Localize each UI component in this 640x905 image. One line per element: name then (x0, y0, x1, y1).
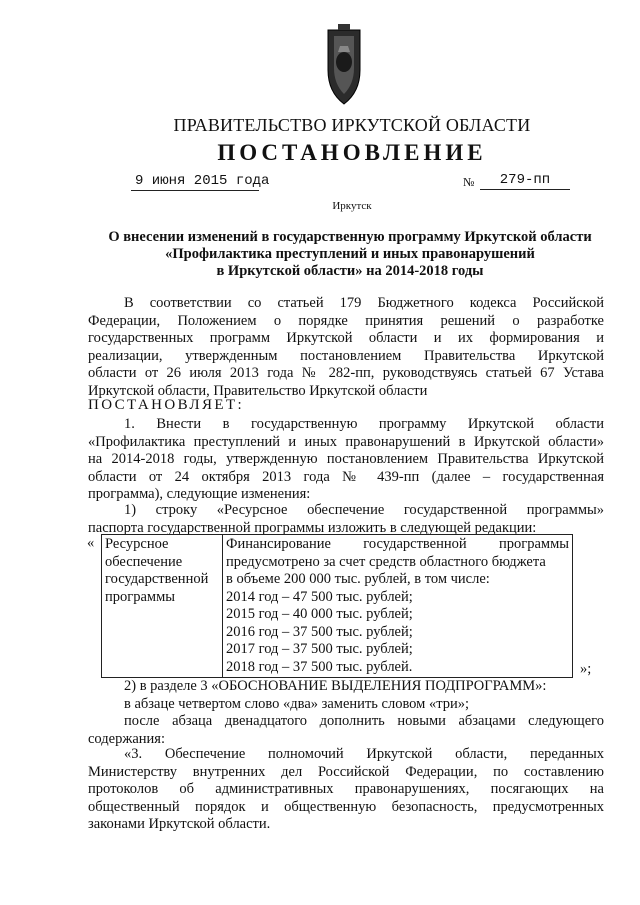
text-line: паспорта государственной программы изложить в следующей редакции: (88, 519, 537, 536)
coat-of-arms-emblem (318, 22, 370, 108)
cell-line: 2015 год – 40 000 тыс. рублей; (226, 606, 413, 622)
cell-line: программы (105, 588, 175, 605)
text-line: области от 26 июля 2013 года № 282-пп, руководствуясь статьей 67 Устава (88, 365, 604, 381)
number-underline (480, 189, 570, 190)
text-line: государственных программ Иркутской области и их формирования и (88, 330, 604, 346)
text-line: законами Иркутской области. (88, 816, 271, 832)
table-cell-content (223, 535, 573, 678)
text-line: на 2014-2018 годы, утвержденную постановлением Правительства Иркутской (88, 451, 604, 467)
subject-line: в Иркутской области» на 2014-2018 годы (216, 263, 484, 279)
text-line: Иркутской области, Правительство Иркутской области (88, 382, 428, 399)
text-line: 1. Внести в государственную программу Иркутской области (124, 416, 604, 432)
table-quote-close: »; (580, 661, 592, 677)
text-line: в абзаце четвертом слово «два» заменить словом «три»; (124, 695, 470, 712)
item-1-2-paragraph (88, 678, 604, 748)
text-line: Министерству внутренних дел Российской Федерации, по составлению (88, 763, 604, 780)
cell-line: Ресурсное (105, 536, 169, 552)
text-line: Федерации, Положением о порядке принятия решений о разработке (88, 312, 604, 329)
resolves-heading: ПОСТАНОВЛЯЕТ: (88, 397, 245, 413)
resource-table (101, 534, 573, 678)
text-line: содержания: (88, 730, 166, 747)
item-1-3-paragraph (88, 746, 604, 834)
text-line: протоколов об административных правонарушениях, посягающих на (88, 781, 604, 797)
cell-line: в объеме 200 000 тыс. рублей, в том числе: (226, 571, 490, 587)
number-sign: № (463, 175, 475, 189)
cell-line: государственной (105, 571, 209, 587)
decree-date: 9 июня 2015 года (135, 173, 270, 189)
text-line: «3. Обеспечение полномочий Иркутской области, переданных (124, 746, 604, 762)
cell-line: Финансирование государственной программы (226, 536, 569, 552)
text-line: В соответствии со статьей 179 Бюджетного кодекса Российской (124, 295, 604, 311)
date-underline (131, 190, 259, 191)
city-name: Иркутск (332, 200, 372, 212)
decree-number: 279-пп (499, 172, 551, 188)
text-line: 1) строку «Ресурсное обеспечение государственной программы» (124, 502, 604, 518)
cell-line: 2014 год – 47 500 тыс. рублей; (226, 588, 413, 605)
cell-line: 2018 год – 37 500 тыс. рублей. (226, 658, 413, 675)
document-type-heading: ПОСТАНОВЛЕНИЕ (217, 140, 487, 165)
text-line: программа), следующие изменения: (88, 486, 311, 502)
text-line: 2) в разделе 3 «ОБОСНОВАНИЕ ВЫДЕЛЕНИЯ ПОДПРОГРАММ»: (124, 678, 547, 694)
item-1-1-paragraph (88, 502, 604, 537)
text-line: области от 24 октября 2013 года № 439-пп (далее – государственная (88, 468, 604, 485)
table-cell-label (102, 535, 223, 678)
subject-line: «Профилактика преступлений и иных правонарушений (165, 246, 535, 262)
cell-line: обеспечение (105, 553, 183, 570)
cell-line: предусмотрено за счет средств областного бюджета (226, 553, 546, 570)
text-line: реализации, утвержденным постановлением Правительства Иркутской (88, 347, 604, 364)
text-line: общественный порядок и общественную безопасность, предусмотренных (88, 798, 604, 815)
subject-line: О внесении изменений в государственную программу Иркутской области (108, 229, 592, 245)
text-line: после абзаца двенадцатого дополнить новыми абзацами следующего (124, 713, 604, 729)
preamble-paragraph (88, 295, 604, 400)
decree-subject (80, 229, 620, 280)
cell-line: 2017 год – 37 500 тыс. рублей; (226, 641, 413, 657)
table-row (102, 535, 573, 678)
text-line: «Профилактика преступлений и иных правонарушений в Иркутской области» (88, 433, 604, 450)
government-title: ПРАВИТЕЛЬСТВО ИРКУТСКОЙ ОБЛАСТИ (173, 115, 531, 135)
table-quote-open: « (87, 535, 95, 551)
item-1-paragraph (88, 416, 604, 504)
cell-line: 2016 год – 37 500 тыс. рублей; (226, 623, 413, 640)
